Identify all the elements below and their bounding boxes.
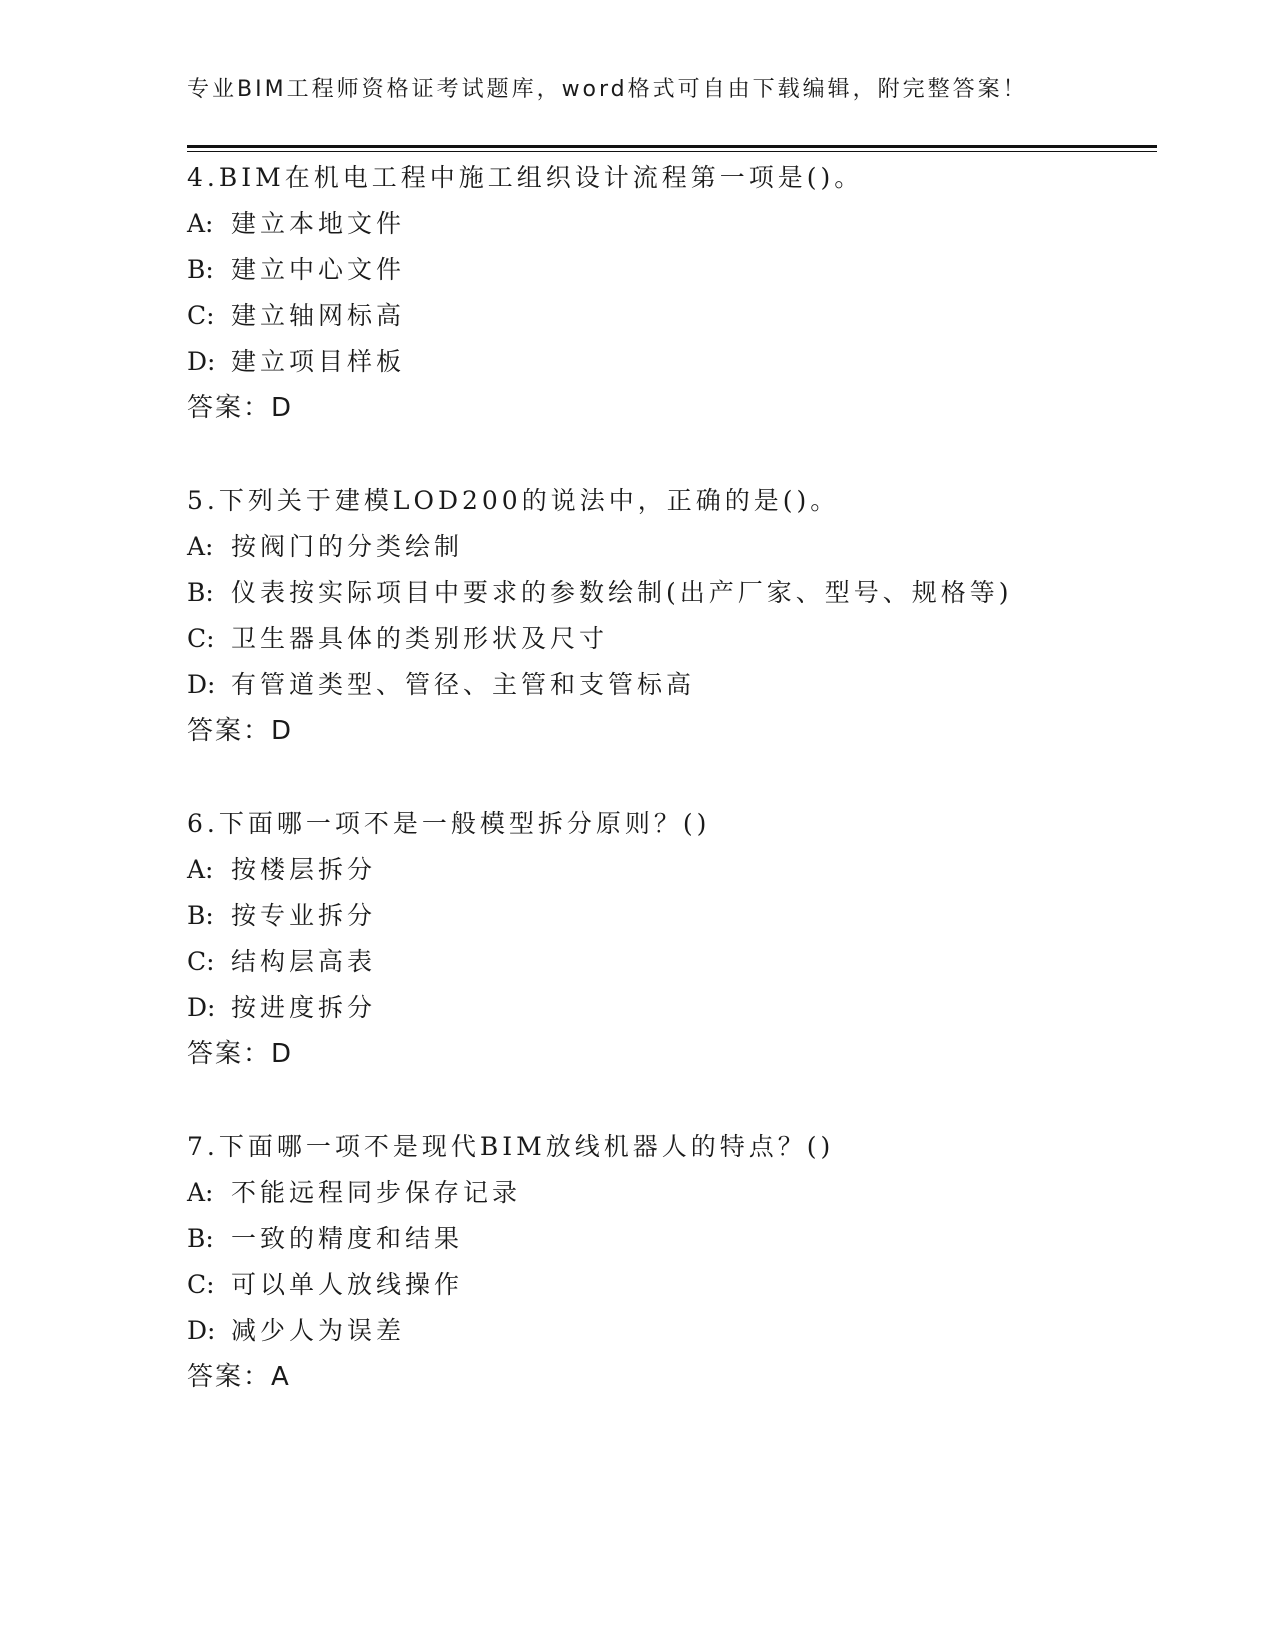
answer-line: 答案：D bbox=[187, 393, 294, 423]
option-label: A: bbox=[187, 209, 214, 238]
option-label: C: bbox=[187, 301, 215, 330]
option-b bbox=[187, 570, 1157, 616]
option-text: 建立中心文件 bbox=[231, 255, 406, 284]
option-c bbox=[187, 939, 1157, 985]
option-b bbox=[187, 893, 1157, 939]
option-b bbox=[187, 247, 1157, 293]
option-label: C: bbox=[187, 947, 215, 976]
question-4 bbox=[187, 155, 1157, 431]
option-a bbox=[187, 524, 1157, 570]
option-a bbox=[187, 847, 1157, 893]
option-text: 按专业拆分 bbox=[231, 901, 377, 930]
option-label: D: bbox=[187, 993, 216, 1022]
option-b bbox=[187, 1216, 1157, 1262]
option-text: 一致的精度和结果 bbox=[231, 1224, 464, 1253]
question-stem: 4.BIM在机电工程中施工组织设计流程第一项是()。 bbox=[187, 163, 864, 192]
question-stem: 5.下列关于建模LOD200的说法中，正确的是()。 bbox=[187, 486, 840, 515]
option-label: D: bbox=[187, 1316, 216, 1345]
option-label: A: bbox=[187, 1178, 214, 1207]
page-header: 专业BIM工程师资格证考试题库，word格式可自由下载编辑，附完整答案！ bbox=[187, 77, 1028, 102]
option-text: 卫生器具体的类别形状及尺寸 bbox=[231, 624, 609, 653]
option-text: 按阀门的分类绘制 bbox=[231, 532, 464, 561]
option-d bbox=[187, 985, 1157, 1031]
option-a bbox=[187, 201, 1157, 247]
question-stem: 6.下面哪一项不是一般模型拆分原则？() bbox=[187, 809, 711, 838]
option-label: B: bbox=[187, 578, 214, 607]
option-label: A: bbox=[187, 855, 214, 884]
option-text: 减少人为误差 bbox=[231, 1316, 406, 1345]
option-text: 结构层高表 bbox=[231, 947, 377, 976]
question-list bbox=[187, 155, 1157, 1400]
option-c bbox=[187, 1262, 1157, 1308]
option-d bbox=[187, 339, 1157, 385]
answer-line: 答案：D bbox=[187, 716, 294, 746]
option-text: 有管道类型、管径、主管和支管标高 bbox=[231, 670, 696, 699]
option-text: 仪表按实际项目中要求的参数绘制(出产厂家、型号、规格等) bbox=[231, 578, 1013, 607]
option-c bbox=[187, 616, 1157, 662]
answer-line: 答案：D bbox=[187, 1039, 294, 1069]
option-d bbox=[187, 1308, 1157, 1354]
option-label: B: bbox=[187, 1224, 214, 1253]
option-text: 不能远程同步保存记录 bbox=[231, 1178, 522, 1207]
option-text: 按进度拆分 bbox=[231, 993, 377, 1022]
option-label: A: bbox=[187, 532, 214, 561]
option-c bbox=[187, 293, 1157, 339]
question-stem: 7.下面哪一项不是现代BIM放线机器人的特点？() bbox=[187, 1132, 835, 1161]
option-text: 按楼层拆分 bbox=[231, 855, 377, 884]
option-a bbox=[187, 1170, 1157, 1216]
option-text: 建立本地文件 bbox=[231, 209, 406, 238]
question-5 bbox=[187, 478, 1157, 754]
question-6 bbox=[187, 801, 1157, 1077]
option-label: D: bbox=[187, 670, 216, 699]
answer-line: 答案：A bbox=[187, 1362, 291, 1392]
header-divider-thin bbox=[187, 151, 1157, 152]
option-label: B: bbox=[187, 255, 214, 284]
question-7 bbox=[187, 1124, 1157, 1400]
option-label: B: bbox=[187, 901, 214, 930]
option-text: 建立项目样板 bbox=[231, 347, 406, 376]
option-label: C: bbox=[187, 1270, 215, 1299]
option-text: 可以单人放线操作 bbox=[231, 1270, 464, 1299]
option-label: C: bbox=[187, 624, 215, 653]
header-divider-thick bbox=[187, 145, 1157, 148]
option-text: 建立轴网标高 bbox=[231, 301, 406, 330]
option-label: D: bbox=[187, 347, 216, 376]
option-d bbox=[187, 662, 1157, 708]
